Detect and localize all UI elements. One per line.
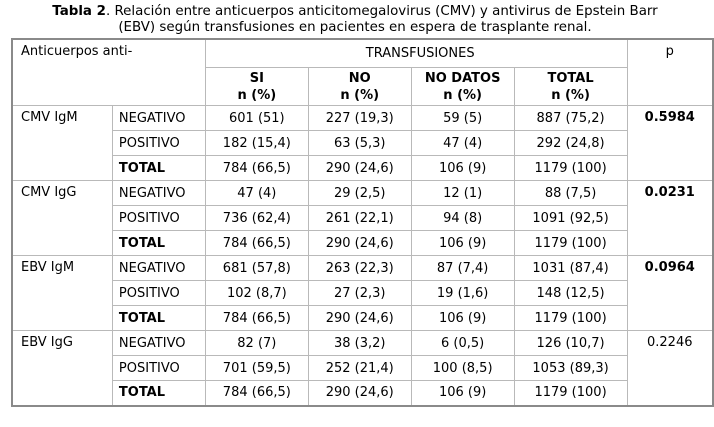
cell-nd: 100 (8,5) — [411, 356, 514, 381]
caption-text-line2: (EBV) según transfusiones en pacientes en espera de trasplante renal. — [118, 20, 592, 35]
table-row — [12, 181, 713, 206]
cell-no: 227 (19,3) — [308, 106, 411, 131]
p-value: 0.5984 — [627, 106, 713, 181]
cell-no: 261 (22,1) — [308, 206, 411, 231]
cell-total: 1091 (92,5) — [514, 206, 627, 231]
cell-nd: 106 (9) — [411, 306, 514, 331]
cell-total: 1179 (100) — [514, 381, 627, 406]
row-label: TOTAL — [112, 156, 205, 181]
table-row — [12, 306, 713, 331]
table-row — [12, 131, 713, 156]
header-total: TOTAL n (%) — [514, 68, 627, 106]
header-antibodies: Anticuerpos anti- — [12, 39, 205, 106]
cell-si: 601 (51) — [205, 106, 308, 131]
cell-no: 290 (24,6) — [308, 231, 411, 256]
cell-no: 290 (24,6) — [308, 306, 411, 331]
table-row — [12, 231, 713, 256]
cell-si: 784 (66,5) — [205, 156, 308, 181]
cell-si: 681 (57,8) — [205, 256, 308, 281]
cell-si: 701 (59,5) — [205, 356, 308, 381]
cell-si: 784 (66,5) — [205, 306, 308, 331]
cell-total: 88 (7,5) — [514, 181, 627, 206]
row-label: NEGATIVO — [112, 331, 205, 356]
cell-total: 1179 (100) — [514, 306, 627, 331]
cell-no: 38 (3,2) — [308, 331, 411, 356]
table-row — [12, 381, 713, 406]
cell-si: 736 (62,4) — [205, 206, 308, 231]
row-label: POSITIVO — [112, 131, 205, 156]
cell-total: 1179 (100) — [514, 156, 627, 181]
row-label: POSITIVO — [112, 206, 205, 231]
group-label: EBV IgG — [12, 331, 112, 406]
cell-total: 148 (12,5) — [514, 281, 627, 306]
header-si: SI n (%) — [205, 68, 308, 106]
cell-no: 263 (22,3) — [308, 256, 411, 281]
table-caption — [10, 4, 700, 36]
cell-nd: 87 (7,4) — [411, 256, 514, 281]
cell-no: 252 (21,4) — [308, 356, 411, 381]
table-row — [12, 106, 713, 131]
cell-no: 27 (2,3) — [308, 281, 411, 306]
cell-no: 290 (24,6) — [308, 381, 411, 406]
caption-text-line1: . Relación entre anticuerpos anticitomegalovirus (CMV) y antivirus de Epstein Barr — [105, 4, 658, 19]
cell-si: 102 (8,7) — [205, 281, 308, 306]
row-label: NEGATIVO — [112, 106, 205, 131]
cell-nd: 94 (8) — [411, 206, 514, 231]
cell-total: 1031 (87,4) — [514, 256, 627, 281]
header-no-datos: NO DATOS n (%) — [411, 68, 514, 106]
cell-nd: 106 (9) — [411, 156, 514, 181]
data-table — [11, 38, 714, 407]
p-value: 0.0964 — [627, 256, 713, 331]
cell-no: 63 (5,3) — [308, 131, 411, 156]
row-label: TOTAL — [112, 381, 205, 406]
cell-total: 292 (24,8) — [514, 131, 627, 156]
cell-si: 182 (15,4) — [205, 131, 308, 156]
caption-label: Tabla 2 — [52, 4, 106, 19]
cell-no: 290 (24,6) — [308, 156, 411, 181]
cell-si: 784 (66,5) — [205, 381, 308, 406]
group-label: CMV IgM — [12, 106, 112, 181]
header-no: NO n (%) — [308, 68, 411, 106]
cell-total: 126 (10,7) — [514, 331, 627, 356]
row-label: NEGATIVO — [112, 181, 205, 206]
cell-nd: 106 (9) — [411, 381, 514, 406]
table-row — [12, 206, 713, 231]
table-row — [12, 156, 713, 181]
cell-total: 887 (75,2) — [514, 106, 627, 131]
cell-no: 29 (2,5) — [308, 181, 411, 206]
cell-si: 784 (66,5) — [205, 231, 308, 256]
cell-si: 47 (4) — [205, 181, 308, 206]
cell-nd: 12 (1) — [411, 181, 514, 206]
cell-nd: 47 (4) — [411, 131, 514, 156]
cell-nd: 59 (5) — [411, 106, 514, 131]
row-label: NEGATIVO — [112, 256, 205, 281]
table-row — [12, 256, 713, 281]
header-transfusiones: TRANSFUSIONES — [205, 39, 627, 68]
row-label: POSITIVO — [112, 356, 205, 381]
cell-nd: 19 (1,6) — [411, 281, 514, 306]
group-label: CMV IgG — [12, 181, 112, 256]
table-row — [12, 331, 713, 356]
table-row — [12, 356, 713, 381]
group-label: EBV IgM — [12, 256, 112, 331]
row-label: TOTAL — [112, 231, 205, 256]
cell-si: 82 (7) — [205, 331, 308, 356]
header-p: p — [627, 39, 713, 106]
row-label: POSITIVO — [112, 281, 205, 306]
cell-nd: 6 (0,5) — [411, 331, 514, 356]
row-label: TOTAL — [112, 306, 205, 331]
p-value: 0.0231 — [627, 181, 713, 256]
cell-total: 1179 (100) — [514, 231, 627, 256]
cell-nd: 106 (9) — [411, 231, 514, 256]
p-value: 0.2246 — [627, 331, 713, 406]
cell-total: 1053 (89,3) — [514, 356, 627, 381]
table-row — [12, 281, 713, 306]
